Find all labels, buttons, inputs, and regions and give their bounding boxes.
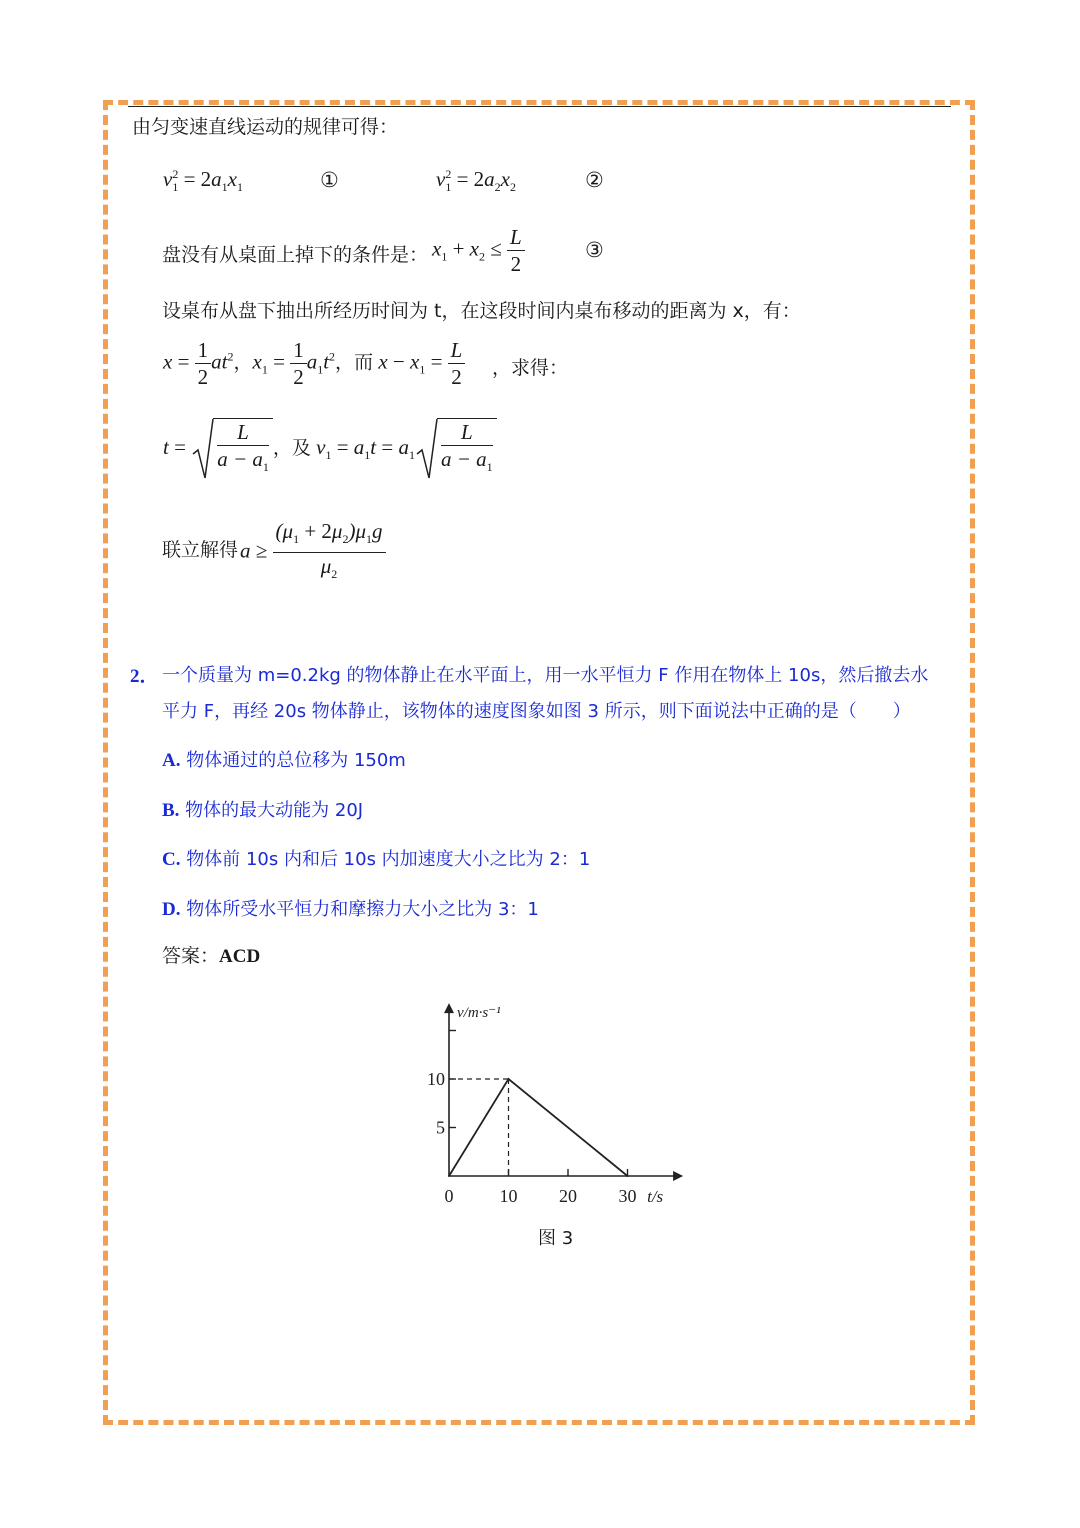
option-c: C. 物体前 10s 内和后 10s 内加速度大小之比为 2：1: [162, 849, 591, 870]
x-axis-label: t/s: [647, 1187, 664, 1206]
equation-2-label: ②: [585, 168, 604, 192]
x-tick-label-0: 0: [444, 1186, 454, 1206]
x-tick-label-30: 30: [618, 1186, 637, 1206]
solve-text: ，求得：: [492, 357, 569, 379]
equation-2: $v_1^2 = 2a_2x_2$: [436, 167, 516, 195]
x-tick-label-20: 20: [559, 1186, 577, 1206]
equation-4: x = $\frac{1}{2}$ $at^2$，$x_1$ = $\frac{1}{2}$ $a_1t^2$，而 $x - x_1$ = $\frac{L}{2}$: [163, 337, 465, 390]
x-tick-label-10: 10: [499, 1186, 518, 1206]
condition-text: 盘没有从桌面上掉下的条件是：: [162, 244, 429, 266]
figure-caption: 图 3: [538, 1228, 574, 1249]
velocity-series-line: [449, 1079, 628, 1176]
x-axis-arrow: [673, 1171, 683, 1181]
question-line-2: 平力 F，再经 20s 物体静止，该物体的速度图象如图 3 所示，则下面说法中正确的是（ ）: [162, 701, 911, 722]
equation-1: $v_1^2 = 2a_1x_1$: [163, 167, 243, 195]
header-rule: [128, 106, 951, 107]
solution-intro: 由匀变速直线运动的规律可得：: [132, 116, 399, 138]
data-point-2: [627, 1175, 629, 1177]
y-axis-arrow: [444, 1003, 454, 1013]
combine-text: 联立解得: [162, 539, 239, 561]
equation-1-label: ①: [320, 168, 339, 192]
velocity-chart-svg: [410, 985, 700, 1215]
y-tick-label-10: 10: [427, 1069, 445, 1089]
question-line-1: 一个质量为 m=0.2kg 的物体静止在水平面上，用一水平恒力 F 作用在物体上 10s，然后撤去水: [162, 665, 929, 686]
question-number: 2．: [130, 666, 159, 687]
and-text: 而: [354, 351, 374, 374]
option-b: B. 物体的最大动能为 20J: [162, 800, 364, 821]
answer: 答案：ACD: [162, 945, 261, 967]
ji-text: ，及: [272, 436, 311, 459]
equation-3-label: ③: [585, 238, 604, 262]
option-d: D. 物体所受水平恒力和摩擦力大小之比为 3：1: [162, 899, 539, 920]
equation-6: a ≥ $\frac{(\mu_1 + 2\mu_2)\mu_1g}{\mu_2}$: [240, 518, 386, 587]
y-tick-label-5: 5: [436, 1117, 445, 1138]
equation-3: $x_1 + x_2$ ≤ $\frac{L}{2}$: [432, 224, 525, 277]
y-axis-label: v/m·s⁻¹: [457, 1005, 501, 1022]
time-text: 设桌布从盘下抽出所经历时间为 t，在这段时间内桌布移动的距离为 x，有：: [162, 300, 801, 322]
equation-5: t = $\frac{L}{a - a_1}$ ，及 $v_1 = a_1t = a_1$ $\frac{L}{a - a_1}$: [163, 418, 497, 480]
velocity-chart: [410, 985, 700, 1219]
data-point-0: [448, 1175, 450, 1177]
data-point-1: [508, 1078, 510, 1080]
option-a: A. 物体通过的总位移为 150m: [162, 750, 406, 771]
